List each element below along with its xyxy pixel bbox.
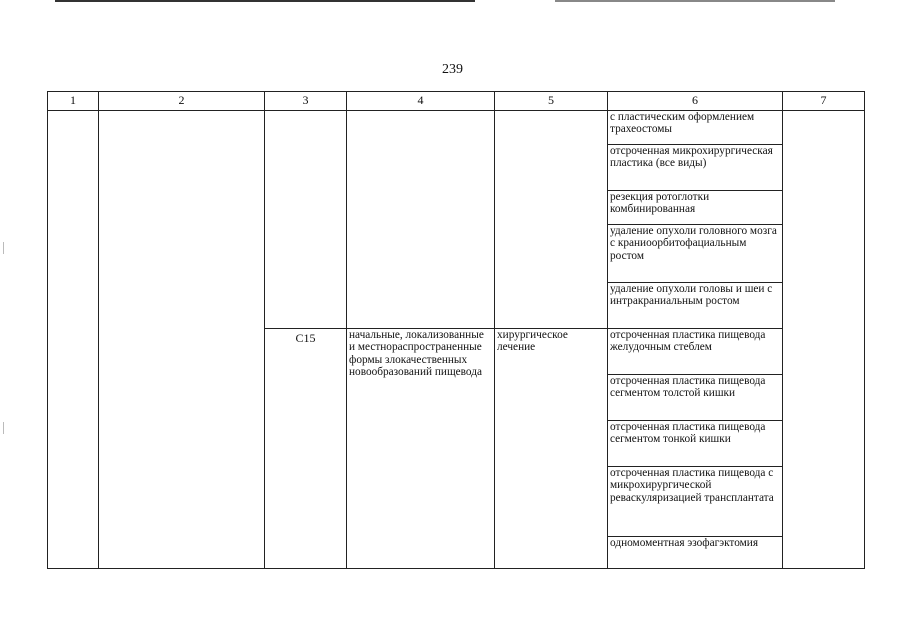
procedure-cell: с пластическим оформлением трахеостомы bbox=[608, 111, 783, 145]
procedure-cell: отсроченная пластика пищевода с микрохирургической реваскуляризацией трансплантата bbox=[608, 467, 783, 537]
cell-col1 bbox=[48, 111, 99, 569]
cell-col3-group1 bbox=[265, 111, 347, 329]
cell-col2 bbox=[99, 111, 265, 569]
cell-col5-group1 bbox=[495, 111, 608, 329]
column-header: 4 bbox=[347, 92, 495, 111]
column-header: 1 bbox=[48, 92, 99, 111]
margin-mark bbox=[3, 242, 4, 254]
condition-description: начальные, локализованные и местнораспространенные формы злокачественных новообразований пищевода bbox=[347, 329, 495, 569]
procedure-cell: отсроченная пластика пищевода желудочным стеблем bbox=[608, 329, 783, 375]
procedures-table bbox=[47, 91, 865, 569]
cell-col4-group1 bbox=[347, 111, 495, 329]
cell-col7 bbox=[783, 111, 865, 569]
column-header: 7 bbox=[783, 92, 865, 111]
column-header: 5 bbox=[495, 92, 608, 111]
top-rule-right bbox=[555, 0, 835, 2]
column-header: 3 bbox=[265, 92, 347, 111]
procedure-cell: удаление опухоли головы и шеи с интракраниальным ростом bbox=[608, 283, 783, 329]
diagnosis-code: C15 bbox=[265, 329, 347, 569]
column-header: 2 bbox=[99, 92, 265, 111]
table-header-row bbox=[48, 92, 865, 111]
top-rule-left bbox=[55, 0, 475, 2]
margin-mark bbox=[3, 422, 4, 434]
procedure-cell: удаление опухоли головного мозга с краниоорбитофациальным ростом bbox=[608, 225, 783, 283]
page-number: 239 bbox=[442, 62, 463, 77]
procedure-cell: отсроченная микрохирургическая пластика (все виды) bbox=[608, 145, 783, 191]
column-header: 6 bbox=[608, 92, 783, 111]
treatment-type: хирургическое лечение bbox=[495, 329, 608, 569]
table-row bbox=[48, 111, 865, 145]
procedure-cell: отсроченная пластика пищевода сегментом толстой кишки bbox=[608, 375, 783, 421]
procedure-cell: резекция ротоглотки комбинированная bbox=[608, 191, 783, 225]
procedure-cell: одномоментная эзофагэктомия bbox=[608, 537, 783, 569]
procedure-cell: отсроченная пластика пищевода сегментом тонкой кишки bbox=[608, 421, 783, 467]
